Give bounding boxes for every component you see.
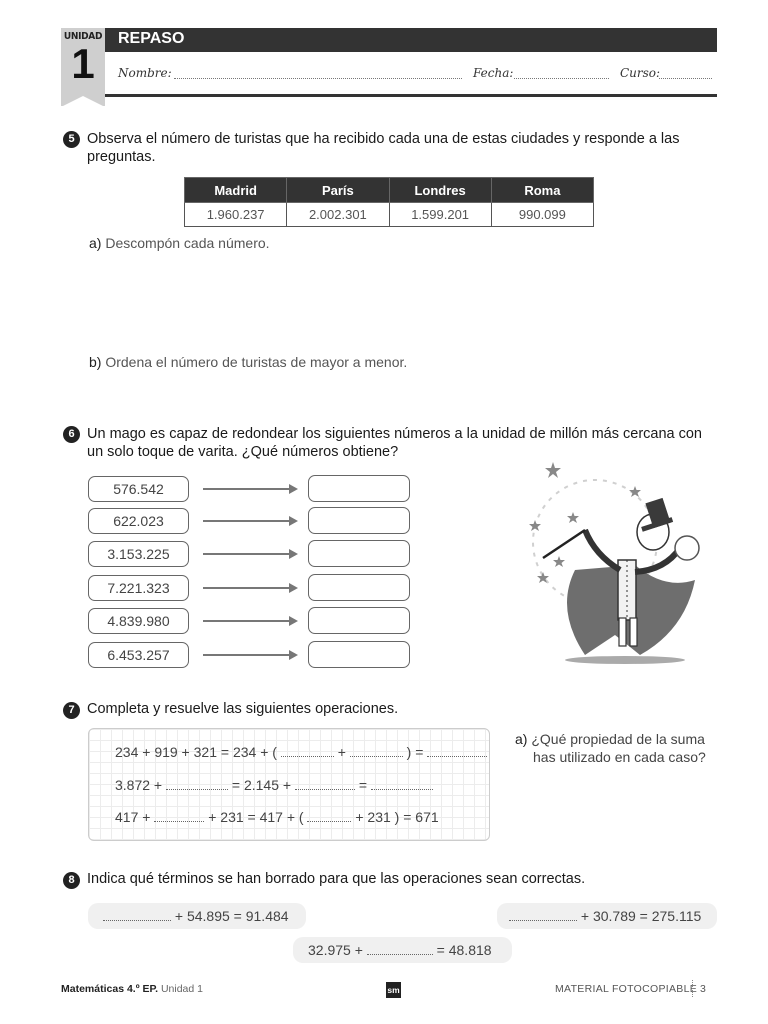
table-cell: 1.960.237	[185, 203, 287, 227]
operation-1	[115, 744, 487, 760]
header-rule	[105, 94, 717, 97]
name-field[interactable]	[174, 78, 462, 79]
unit-number: 1	[71, 40, 95, 87]
date-field[interactable]	[514, 78, 609, 79]
arrow	[203, 654, 296, 656]
exercise-5a	[89, 235, 270, 251]
arrow	[203, 488, 296, 490]
exercise-7a-line2: has utilizado en cada caso?	[533, 749, 706, 765]
ex8-op3-a: 32.975 +	[308, 942, 363, 958]
footer-separator	[692, 980, 693, 997]
table-header-cell: Madrid	[185, 178, 287, 203]
operation-pill-1	[88, 903, 306, 929]
date-label: Fecha:	[473, 66, 514, 80]
footer-subject	[61, 983, 203, 995]
exercise-7-badge: 7	[63, 702, 80, 719]
operation-pill-3	[293, 937, 512, 963]
blank[interactable]	[509, 909, 577, 921]
op1-part-a: 234 + 919 + 321 = 234 + (	[115, 744, 277, 760]
answer-box[interactable]	[308, 641, 410, 668]
course-field[interactable]	[659, 78, 712, 79]
blank[interactable]	[367, 943, 433, 955]
course-label: Curso:	[620, 66, 661, 80]
op2-part-c: =	[358, 777, 368, 793]
operation-pill-2	[497, 903, 717, 929]
tourists-table	[184, 177, 594, 227]
footer-material: MATERIAL FOTOCOPIABLE	[555, 983, 698, 995]
answer-box[interactable]	[308, 607, 410, 634]
arrow	[203, 553, 296, 555]
table-header-cell: Londres	[389, 178, 491, 203]
exercise-7-text: Completa y resuelve las siguientes operaciones.	[87, 701, 399, 717]
exercise-5b-letter: b)	[89, 354, 102, 370]
exercise-5-line1: Observa el número de turistas que ha recibido cada una de estas ciudades y responde a las	[87, 131, 680, 147]
arrow	[203, 520, 296, 522]
exercise-8-text: Indica qué términos se han borrado para que las operaciones sean correctas.	[87, 871, 586, 887]
number-pill: 576.542	[88, 476, 189, 502]
exercise-7a-line1: ¿Qué propiedad de la suma	[531, 731, 705, 747]
exercise-7a-letter: a)	[515, 731, 528, 747]
op3-part-a: 417 +	[115, 809, 151, 825]
table-header-cell: París	[287, 178, 389, 203]
exercise-5a-text: Descompón cada número.	[105, 235, 270, 251]
ex8-op2: + 30.789 = 275.115	[580, 908, 702, 924]
blank[interactable]	[103, 909, 171, 921]
student-info-row	[118, 66, 718, 84]
ex8-op1: + 54.895 = 91.484	[174, 908, 289, 924]
page-title: REPASO	[118, 30, 185, 47]
exercise-6-line2: un solo toque de varita. ¿Qué números obtiene?	[87, 444, 399, 460]
page-number: 3	[700, 983, 706, 995]
op2-part-b: = 2.145 +	[231, 777, 292, 793]
exercise-6-text	[87, 425, 727, 461]
blank[interactable]	[166, 778, 228, 790]
answer-box[interactable]	[308, 507, 410, 534]
exercise-5b	[89, 354, 407, 370]
title-bar	[105, 28, 717, 52]
exercise-8-badge: 8	[63, 872, 80, 889]
magician-illustration	[515, 460, 725, 670]
operation-3	[115, 809, 439, 825]
blank[interactable]	[154, 810, 204, 822]
ex8-op3-b: = 48.818	[436, 942, 492, 958]
table-row	[185, 203, 594, 227]
sm-logo: sm	[386, 982, 401, 998]
table-header-row	[185, 178, 594, 203]
op3-part-c: + 231 ) = 671	[355, 809, 439, 825]
answer-box[interactable]	[308, 475, 410, 502]
answer-box[interactable]	[308, 574, 410, 601]
exercise-6-line1: Un mago es capaz de redondear los siguientes números a la unidad de millón más cercana con	[87, 426, 702, 442]
number-pill: 3.153.225	[88, 541, 189, 567]
op2-part-a: 3.872 +	[115, 777, 163, 793]
number-pill: 622.023	[88, 508, 189, 534]
table-cell: 990.099	[491, 203, 593, 227]
blank[interactable]	[281, 745, 334, 757]
blank[interactable]	[371, 778, 433, 790]
footer-subject-name: Matemáticas 4.º EP.	[61, 983, 159, 995]
blank[interactable]	[350, 745, 403, 757]
number-pill: 7.221.323	[88, 575, 189, 601]
answer-box[interactable]	[308, 540, 410, 567]
exercise-6-badge: 6	[63, 426, 80, 443]
blank[interactable]	[427, 745, 487, 757]
arrow	[203, 587, 296, 589]
exercise-5-text	[87, 130, 727, 166]
unit-label: UNIDAD	[63, 31, 103, 42]
op3-part-b: + 231 = 417 + (	[208, 809, 304, 825]
number-pill: 6.453.257	[88, 642, 189, 668]
tab-notch	[61, 96, 105, 107]
op1-part-b: +	[337, 744, 346, 760]
op1-part-c: ) =	[406, 744, 424, 760]
table-cell: 1.599.201	[389, 203, 491, 227]
arrow	[203, 620, 296, 622]
blank[interactable]	[295, 778, 355, 790]
exercise-7-question	[515, 730, 706, 766]
exercise-5-line2: preguntas.	[87, 149, 156, 165]
table-cell: 2.002.301	[287, 203, 389, 227]
unit-tab	[61, 28, 105, 106]
blank[interactable]	[307, 810, 351, 822]
footer-unit: Unidad 1	[160, 983, 203, 995]
name-label: Nombre:	[118, 66, 172, 80]
number-pill: 4.839.980	[88, 608, 189, 634]
exercise-5b-text: Ordena el número de turistas de mayor a menor.	[105, 354, 408, 370]
operation-2	[115, 777, 433, 793]
table-header-cell: Roma	[491, 178, 593, 203]
exercise-5a-letter: a)	[89, 235, 102, 251]
exercise-5-badge: 5	[63, 131, 80, 148]
